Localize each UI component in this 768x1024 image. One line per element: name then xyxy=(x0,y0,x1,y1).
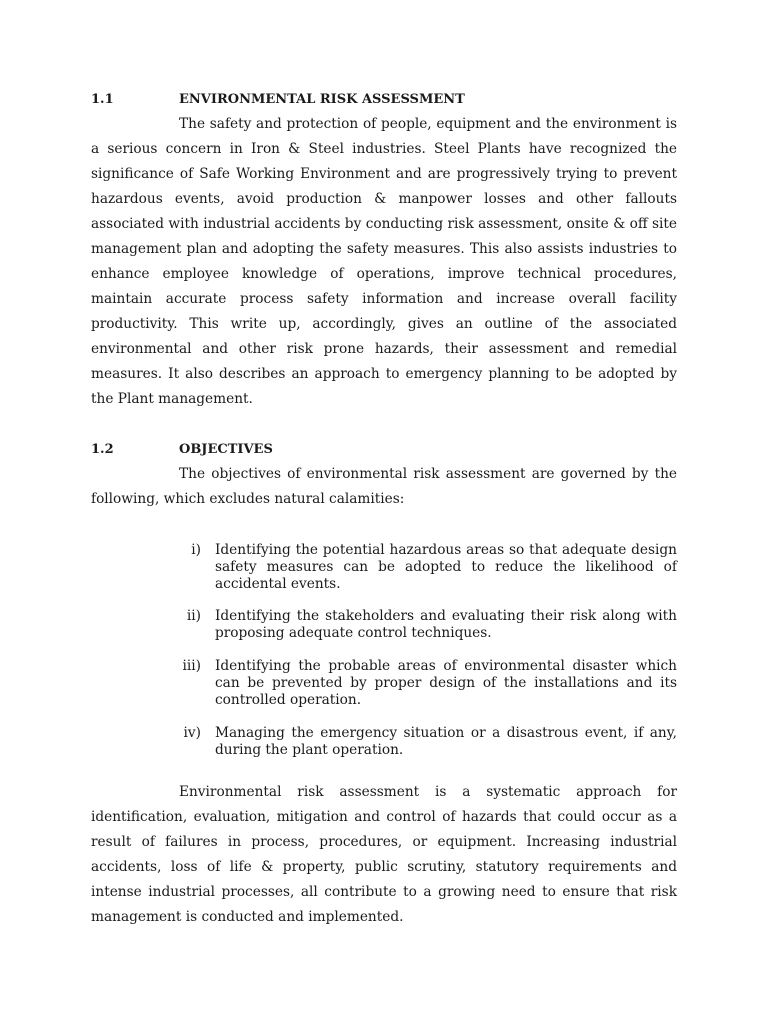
list-numeral: i) xyxy=(191,542,201,558)
list-item-text: Identifying the stakeholders and evaluating their risk along with proposing adequate control techniques. xyxy=(215,608,677,641)
section-title: ENVIRONMENTAL RISK ASSESSMENT xyxy=(179,92,465,107)
section-number: 1.1 xyxy=(91,92,114,107)
document-page xyxy=(91,90,677,930)
section-1-1-paragraph: The safety and protection of people, equipment and the environment is a serious concern in Iron & Steel industries. Steel Plants have recognized the significance of Safe Working Environment and are progressively trying to prevent hazardous events, avoid production & manpower losses and other fallouts associated with industrial accidents by conducting risk assessment, onsite & off site management plan and adopting the safety measures. This also assists industries to enhance employee knowledge of operations, improve technical procedures, maintain accurate process safety information and increase overall facility productivity. This write up, accordingly, gives an outline of the associated environmental and other risk prone hazards, their assessment and remedial measures. It also describes an approach to emergency planning to be adopted by the Plant management. xyxy=(91,116,677,407)
section-1-2-heading xyxy=(91,440,677,460)
list-numeral: iii) xyxy=(182,658,201,674)
section-number: 1.2 xyxy=(91,442,114,457)
section-1-1-heading xyxy=(91,90,677,110)
list-item xyxy=(91,658,677,709)
list-item xyxy=(91,608,677,642)
list-item xyxy=(91,542,677,593)
list-item-text: Identifying the potential hazardous areas so that adequate design safety measures can be adopted to reduce the likelihood of accidental events. xyxy=(215,542,677,592)
list-numeral: iv) xyxy=(183,725,201,741)
objectives-list xyxy=(91,542,677,759)
objectives-intro-paragraph: The objectives of environmental risk assessment are governed by the following, which excludes natural calamities: xyxy=(91,466,677,507)
list-item xyxy=(91,725,677,759)
list-item-text: Identifying the probable areas of environmental disaster which can be prevented by proper design of the installations and its controlled operation. xyxy=(215,658,677,708)
closing-paragraph: Environmental risk assessment is a systematic approach for identification, evaluation, mitigation and control of hazards that could occur as a result of failures in process, procedures, or equipment. Increasing industrial accidents, loss of life & property, public scrutiny, statutory requirements and intense industrial processes, all contribute to a growing need to ensure that risk management is conducted and implemented. xyxy=(91,784,677,925)
list-item-text: Managing the emergency situation or a disastrous event, if any, during the plant operation. xyxy=(215,725,677,758)
list-numeral: ii) xyxy=(186,608,201,624)
section-title: OBJECTIVES xyxy=(179,442,273,457)
